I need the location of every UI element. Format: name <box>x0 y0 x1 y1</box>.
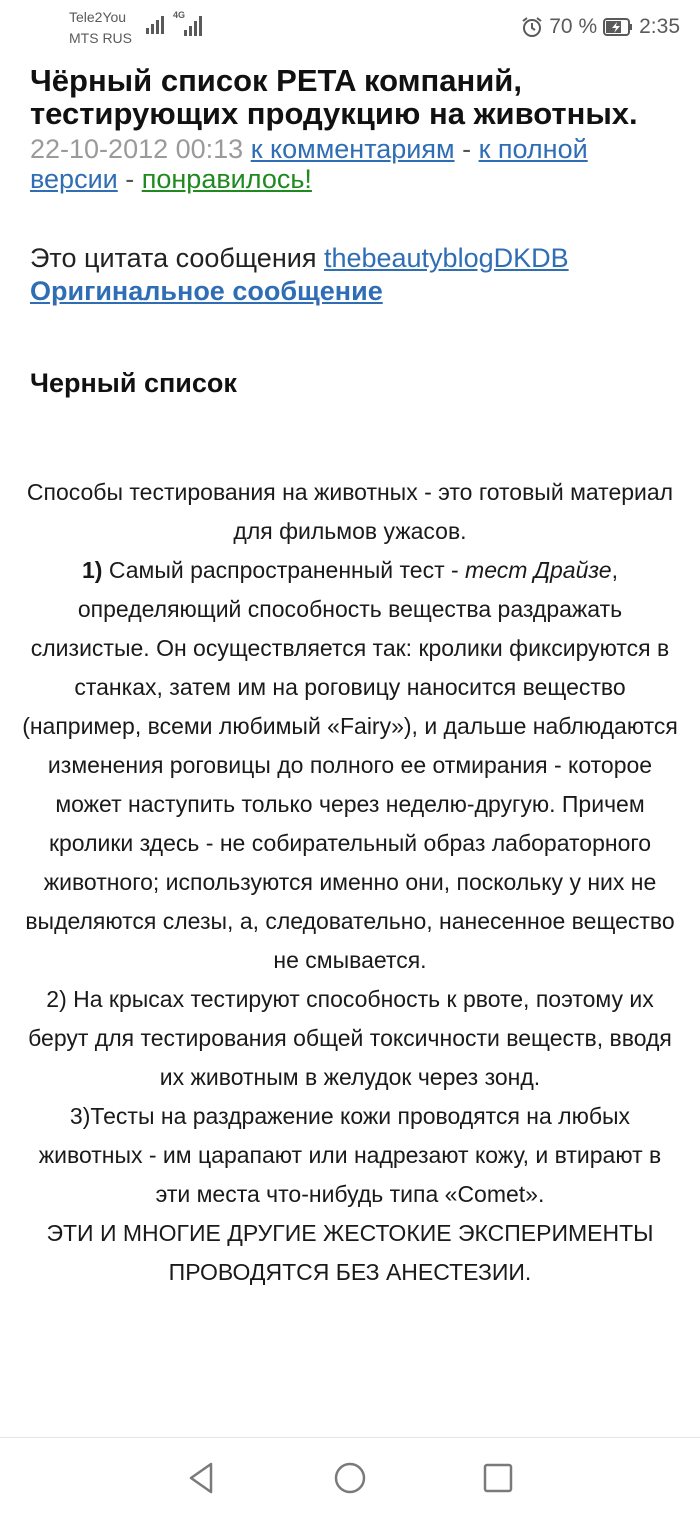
paragraph-1-emphasis: тест Драйзе <box>465 557 612 583</box>
paragraph-intro: Способы тестирования на животных - это готовый материал для фильмов ужасов. <box>26 479 674 544</box>
carrier-2: MTS RUS <box>69 30 132 46</box>
paragraph-1 <box>20 551 680 980</box>
paragraph-1-number: 1) <box>82 557 103 583</box>
article-content <box>30 64 670 399</box>
status-bar <box>0 0 700 54</box>
quote-author-link[interactable]: thebeautyblogDKDB <box>323 243 569 273</box>
battery-percent: 70 % <box>549 15 598 38</box>
alarm-icon <box>521 16 543 38</box>
paragraph-1-text-a: Самый распространенный тест - <box>102 557 466 583</box>
status-right <box>521 12 680 42</box>
separator: - <box>454 134 479 164</box>
section-heading: Черный список <box>30 368 237 398</box>
paragraph-1-text-b: , определяющий способность вещества раздражать слизистые. Он осуществляется так: кролики фиксируются в станках, затем им на роговицу наносится вещество (например, всеми любимый «Fairy»), и дальше наблюдаются изменения роговицы до полного ее отмирания - которое может наступить только через неделю-другую. Причем кролики здесь - не собирательный образ лабораторного животного; используются именно они, поскольку у них не выделяются слезы, а, следовательно, нанесенное вещество не смывается. <box>22 557 678 973</box>
navigation-bar <box>0 1437 700 1518</box>
signal-icon <box>146 14 166 34</box>
article-body <box>20 473 680 1292</box>
comments-link[interactable]: к комментариям <box>250 134 455 164</box>
post-date: 22-10-2012 00:13 <box>30 134 244 164</box>
separator: - <box>117 164 142 194</box>
paragraph-3: 3)Тесты на раздражение кожи проводятся на любых животных - им царапают или надрезают кожу, и втирают в эти места что-нибудь типа «Comet». <box>38 1103 662 1207</box>
original-post-link[interactable]: Оригинальное сообщение <box>30 276 383 306</box>
battery-icon <box>603 18 633 36</box>
clock: 2:35 <box>639 15 680 38</box>
quote-prefix: Это цитата сообщения <box>30 243 324 273</box>
article-meta <box>30 134 670 194</box>
back-icon[interactable] <box>184 1460 220 1496</box>
paragraph-4: ЭТИ И МНОГИЕ ДРУГИЕ ЖЕСТОКИЕ ЭКСПЕРИМЕНТЫ ПРОВОДЯТСЯ БЕЗ АНЕСТЕЗИИ. <box>46 1220 654 1285</box>
signal-icon <box>172 14 206 36</box>
full-version-link[interactable]: к полной версии <box>30 134 588 194</box>
quote-source <box>30 242 670 308</box>
carrier-1: Tele2You <box>69 9 127 25</box>
carrier-info <box>69 7 132 49</box>
paragraph-2: 2) На крысах тестируют способность к рвоте, поэтому их берут для тестирования общей токсичности веществ, вводя их животным в желудок через зонд. <box>28 986 672 1090</box>
like-link[interactable]: понравилось! <box>141 164 312 194</box>
network-type-label: 4G <box>173 10 186 20</box>
home-icon[interactable] <box>332 1460 368 1496</box>
article-title: Чёрный список PETA компаний, тестирующих продукцию на животных. <box>30 63 638 131</box>
recent-apps-icon[interactable] <box>480 1460 516 1496</box>
